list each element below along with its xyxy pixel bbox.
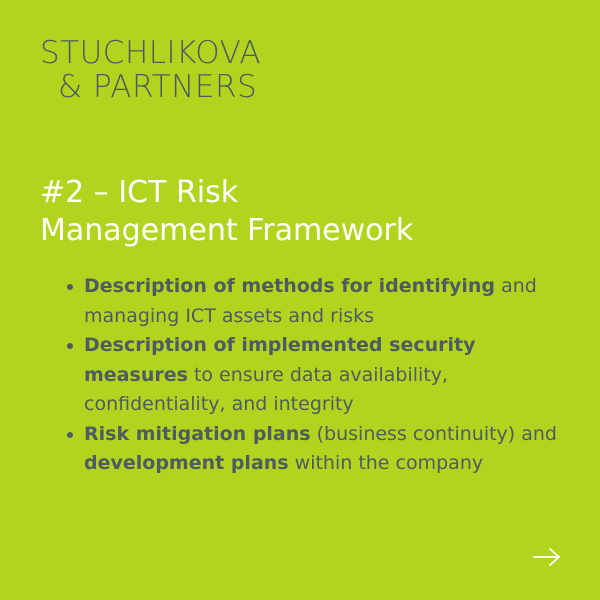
title-line-2: Management Framework — [40, 213, 414, 248]
bullet-list — [62, 272, 584, 479]
bullet-text-2: within the company — [288, 452, 484, 474]
bullet-bold-text-2: development plans — [84, 452, 289, 474]
bullet-text: and managing ICT assets and risks — [84, 275, 537, 327]
list-item — [84, 272, 584, 331]
arrow-right-icon-graphic — [532, 546, 562, 568]
bullet-bold-text: Risk mitigation plans — [84, 422, 311, 445]
bullet-bold-text: Description of methods for identifying — [84, 275, 496, 297]
title-line-1: #2 – ICT Risk — [40, 175, 239, 210]
logo-line-2: & PARTNERS — [58, 69, 258, 105]
company-logo — [40, 36, 261, 104]
arrow-right-icon[interactable] — [532, 546, 562, 568]
list-item — [84, 420, 584, 479]
logo-line-1: STUCHLIKOVA — [40, 35, 262, 71]
bullet-text: to ensure data availability, confidentiality, and integrity — [84, 363, 449, 415]
list-item — [84, 331, 584, 420]
bullet-bold-text: Description of implemented security measures — [84, 334, 476, 386]
bullet-text: (business continuity) and — [310, 422, 557, 445]
page-title — [40, 174, 580, 250]
